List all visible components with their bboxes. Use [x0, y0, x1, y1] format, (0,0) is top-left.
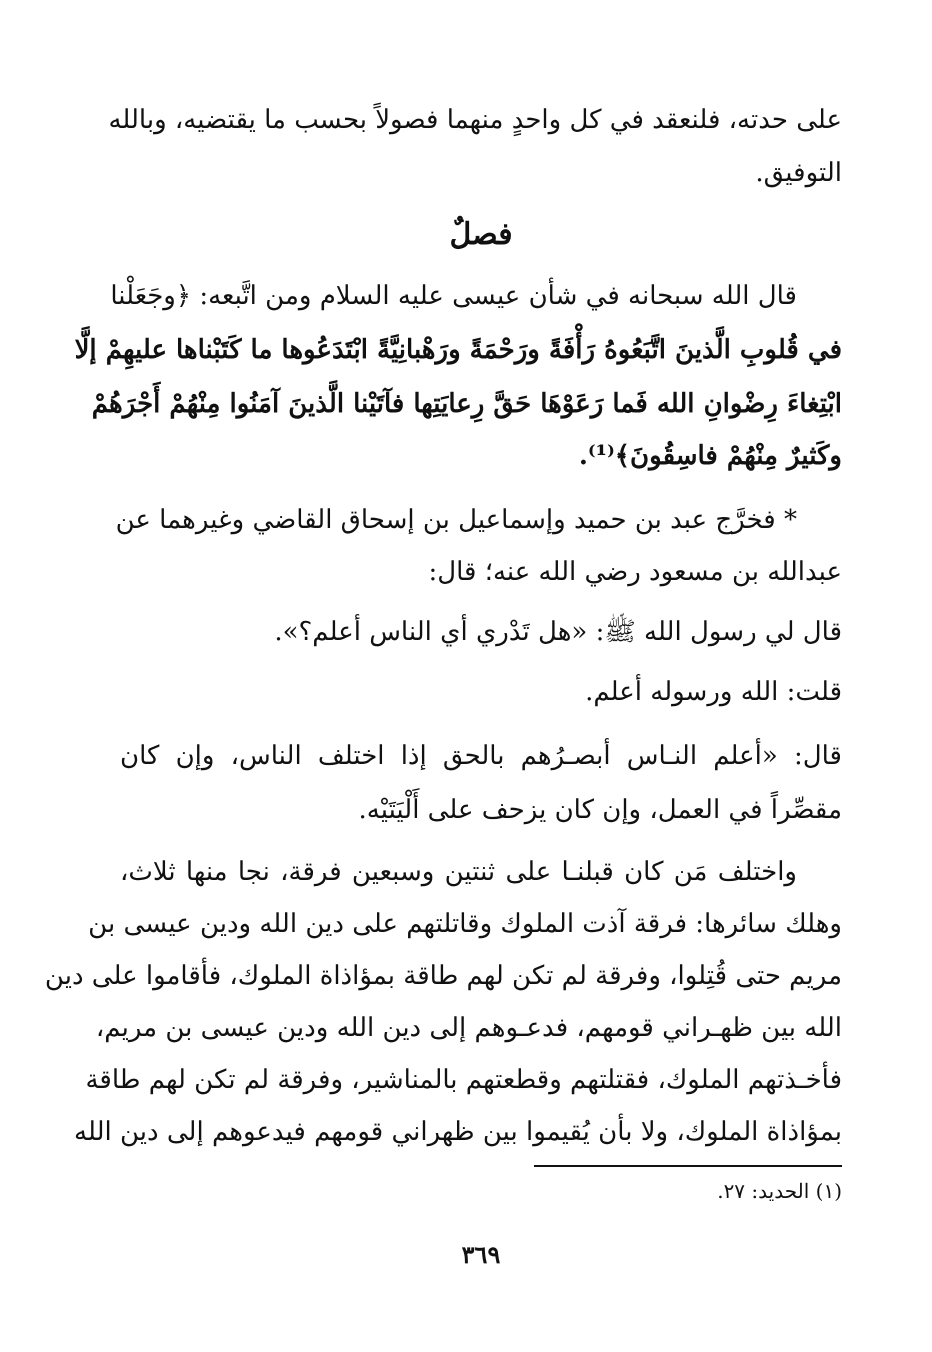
paragraph-line: واختلف مَن كان قبلنـا على ثنتين وسبعين فرقة، نجا منها ثلاث،: [120, 857, 797, 887]
section-heading: فصلٌ: [449, 217, 513, 252]
dialogue-line: قلت: الله ورسوله أعلم.: [585, 677, 842, 707]
verse-line: ابْتِغاءَ رِضْوانِ الله فَما رَعَوْهَا حَقَّ رِعايَتِها فآتَيْنا الَّذينَ آمَنُوا مِنْهُمْ أَجْرَهُمْ: [91, 389, 842, 419]
dialogue-line: قال لي رسول الله ﷺ: «هل تَدْري أي الناس أعلم؟».: [274, 617, 842, 647]
text-line: التوفيق.: [755, 158, 842, 188]
paragraph-line: وهلك سائرها: فرقة آذت الملوك وقاتلتهم على دين الله ودين عيسى بن: [88, 909, 842, 939]
verse-line: في قُلوبِ الَّذينَ اتَّبَعُوهُ رَأْفَةً ورَحْمَةً ورَهْبانِيَّةً ابْتَدَعُوها ما كَتَبْناها عليهِمْ إلَّا: [74, 335, 842, 365]
paragraph-line: الله بين ظهـراني قومهم، فدعـوهم إلى دين الله ودين عيسى بن مريم،: [95, 1013, 842, 1043]
hadith-intro-line: عبدالله بن مسعود رضي الله عنه؛ قال:: [428, 557, 842, 587]
answer-line: مقصِّراً في العمل، وإن كان يزحف على أَلْيَتَيْه.: [358, 795, 842, 825]
text-line: على حدته، فلنعقد في كل واحدٍ منهما فصولاً بحسب ما يقتضيه، وبالله: [108, 105, 842, 135]
verse-line: وكَثيرٌ مِنْهُمْ فاسِقُونَ﴾⁽¹⁾.: [578, 441, 842, 471]
paragraph-line: مريم حتى قُتِلوا، وفرقة لم تكن لهم طاقة بمؤاذاة الملوك، فأقاموا على دين: [44, 961, 842, 991]
answer-line: قال: «أعلم النـاس أبصـرُهم بالحق إذا اختلف الناس، وإن كان: [120, 741, 842, 771]
verse-intro-line: قال الله سبحانه في شأن عيسى عليه السلام ومن اتَّبعه: ﴿وجَعَلْنا: [110, 281, 797, 311]
hadith-intro-line: * فخرَّج عبد بن حميد وإسماعيل بن إسحاق القاضي وغيرهما عن: [115, 505, 797, 535]
page-number: ٣٦٩: [461, 1240, 501, 1269]
page-content: [44, 0, 842, 1352]
paragraph-line: فأخـذتهم الملوك، فقتلتهم وقطعتهم بالمناشير، وفرقة لم تكن لهم طاقة: [85, 1065, 842, 1095]
footnote-divider: [534, 1165, 842, 1167]
paragraph-line: بمؤاذاة الملوك، ولا بأن يُقيموا بين ظهراني قومهم فيدعوهم إلى دين الله: [74, 1117, 842, 1147]
footnote: (١) الحديد: ٢٧.: [717, 1179, 842, 1203]
